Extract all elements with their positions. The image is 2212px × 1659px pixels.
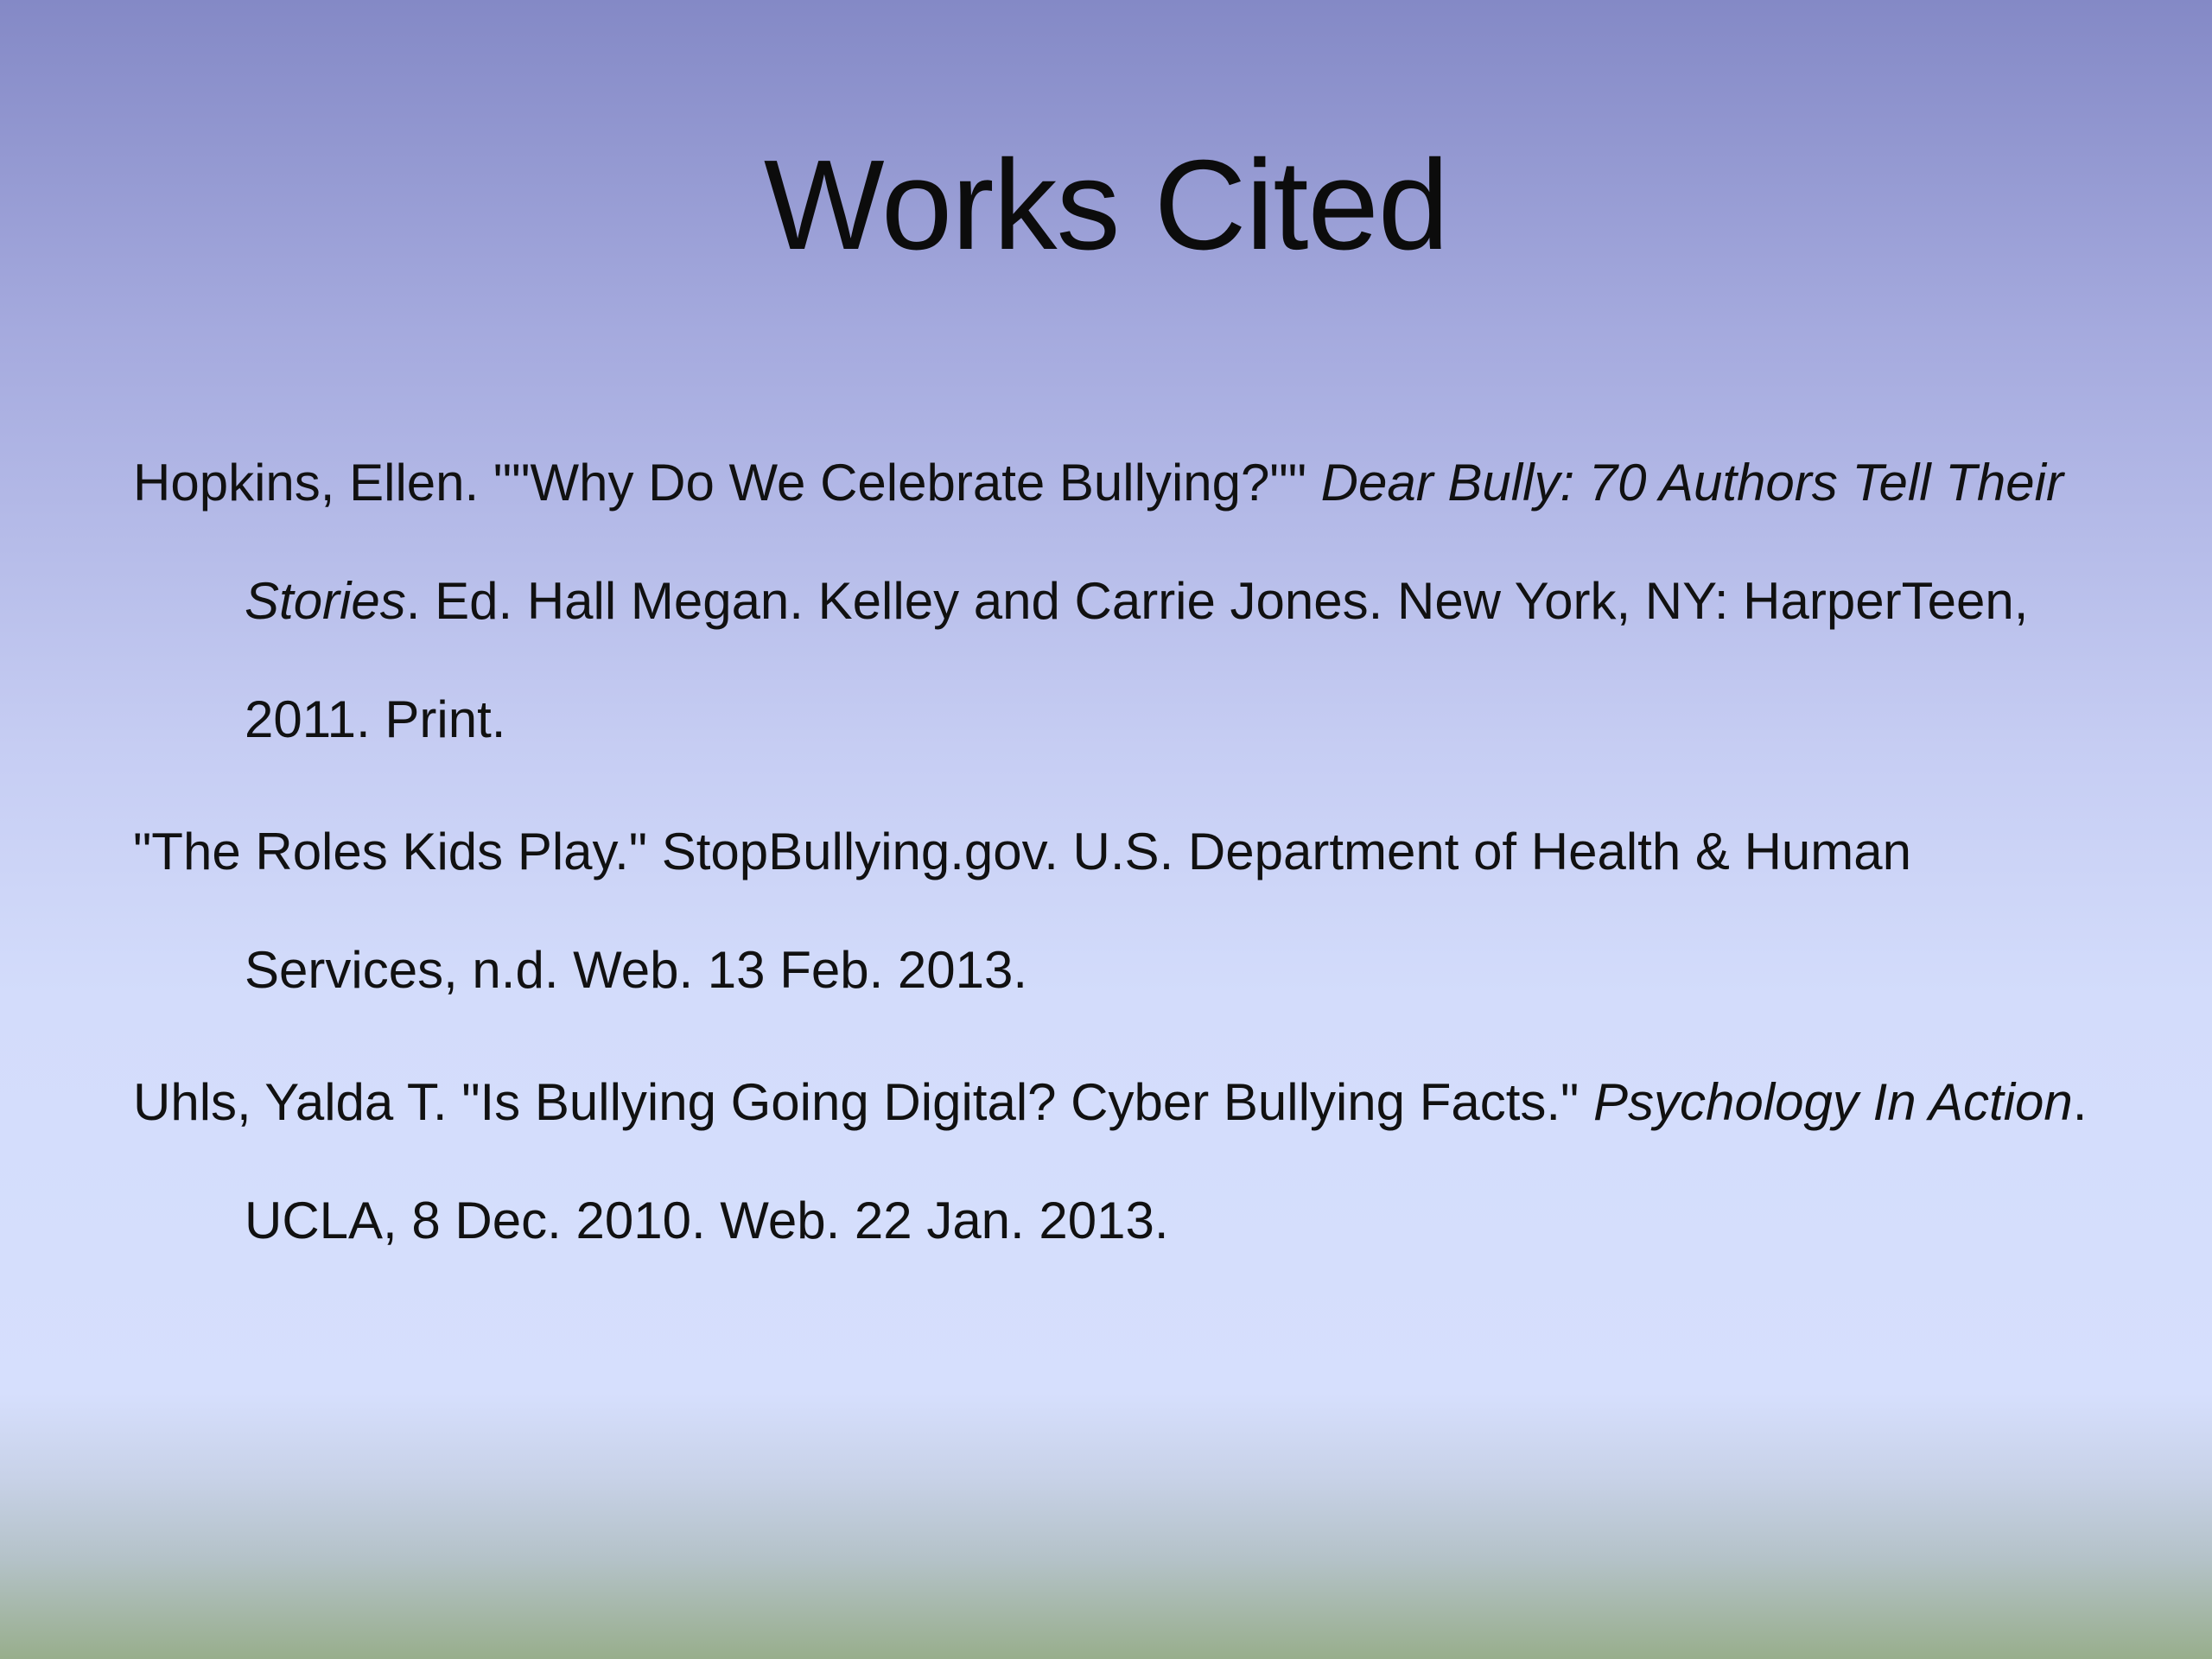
citation-title-italic: Psychology In Action — [1593, 1073, 2073, 1131]
citation-uhls — [133, 1043, 2112, 1280]
citation-text: "The Roles Kids Play." StopBullying.gov. U.S. Department of Health & Human Services, n.d. Web. 13 Feb. 2013. — [133, 823, 1911, 999]
slide-title: Works Cited — [763, 134, 1449, 276]
citation-title-italic: Dear Bully: 70 Authors Tell Their Stories — [245, 454, 2063, 630]
citation-text: Uhls, Yalda T. "Is Bullying Going Digital? Cyber Bullying Facts." — [133, 1073, 1594, 1131]
citation-text: . Ed. Hall Megan. Kelley and Carrie Jones. New York, NY: HarperTeen, 2011. Print. — [245, 572, 2029, 748]
works-cited-list — [133, 423, 2112, 1294]
citation-stopbullying — [133, 792, 2112, 1029]
citation-hopkins — [133, 423, 2112, 779]
citation-text: . UCLA, 8 Dec. 2010. Web. 22 Jan. 2013. — [245, 1073, 2088, 1249]
citation-text: Hopkins, Ellen. ""Why Do We Celebrate Bullying?"" — [133, 454, 1321, 512]
